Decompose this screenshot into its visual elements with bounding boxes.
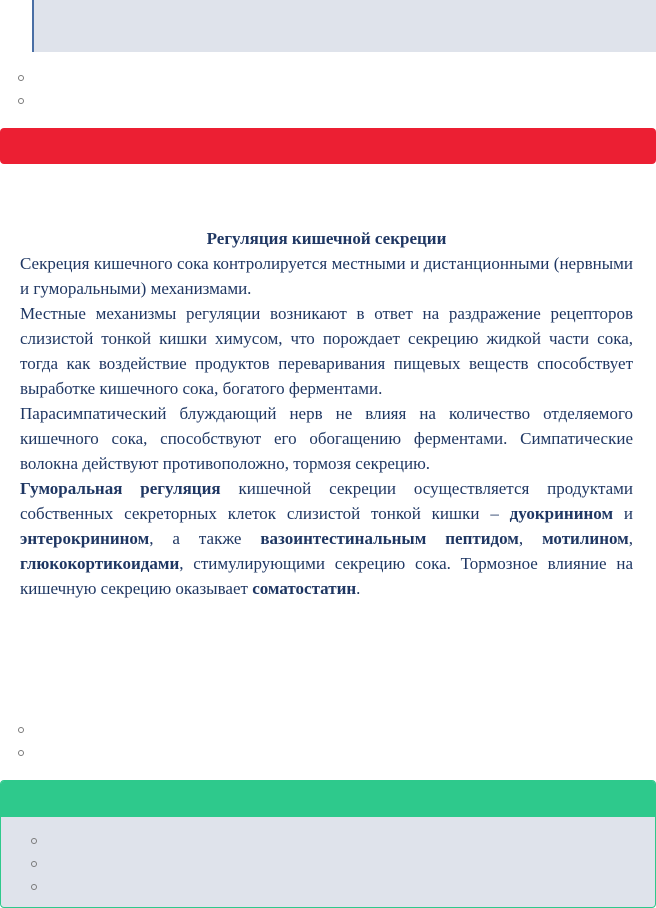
term-humoral-regulation: Гуморальная регуляция: [20, 479, 221, 498]
term-enterocrinin: энтерокринином: [20, 529, 150, 548]
term-vip: вазоинтестинальным пептидом: [260, 529, 519, 548]
text-span: ,: [628, 529, 633, 548]
paragraph-nervous-regulation: Парасимпатический блуждающий нерв не влияя на количество отделяемого кишечного сока, способствуют его обогащению ферментами. Симпатические волокна действуют противоположно, тормозя секрецию.: [20, 404, 633, 473]
text-span: и: [613, 504, 633, 523]
paragraph-humoral-regulation: [20, 476, 633, 601]
text-span: .: [356, 579, 361, 598]
text-span: , а также: [149, 529, 261, 548]
term-motilin: мотилином: [542, 529, 629, 548]
term-somatostatin: соматостатин: [252, 579, 357, 598]
text-span: , стимулирующими секрецию сока. Тормозное влияние на кишечную секрецию оказывает: [20, 554, 633, 598]
term-duocrinin: дуокринином: [509, 504, 614, 523]
top-panel: [32, 0, 656, 52]
paragraph-intro: Секреция кишечного сока контролируется местными и дистанционными (нервными и гуморальными) механизмами.: [20, 254, 633, 298]
green-panel: [0, 780, 656, 908]
text-span: кишечной секреции осуществляется продуктами собственных секреторных клеток слизистой тонкой кишки –: [20, 479, 633, 523]
term-glucocorticoids: глюкокортикоидами: [20, 554, 180, 573]
green-banner: [1, 781, 655, 817]
paragraph-local-mechanisms: Местные механизмы регуляции возникают в ответ на раздражение рецепторов слизистой тонкой кишки химусом, что порождает секрецию жидкой части сока, тогда как воздействие продуктов переваривания пищевых веществ способствует выработке кишечного сока, богатого ферментами.: [20, 304, 633, 398]
text-span: ,: [518, 529, 543, 548]
article-title: Регуляция кишечной секреции: [206, 229, 447, 248]
red-banner: [0, 128, 656, 164]
article: [20, 226, 633, 601]
